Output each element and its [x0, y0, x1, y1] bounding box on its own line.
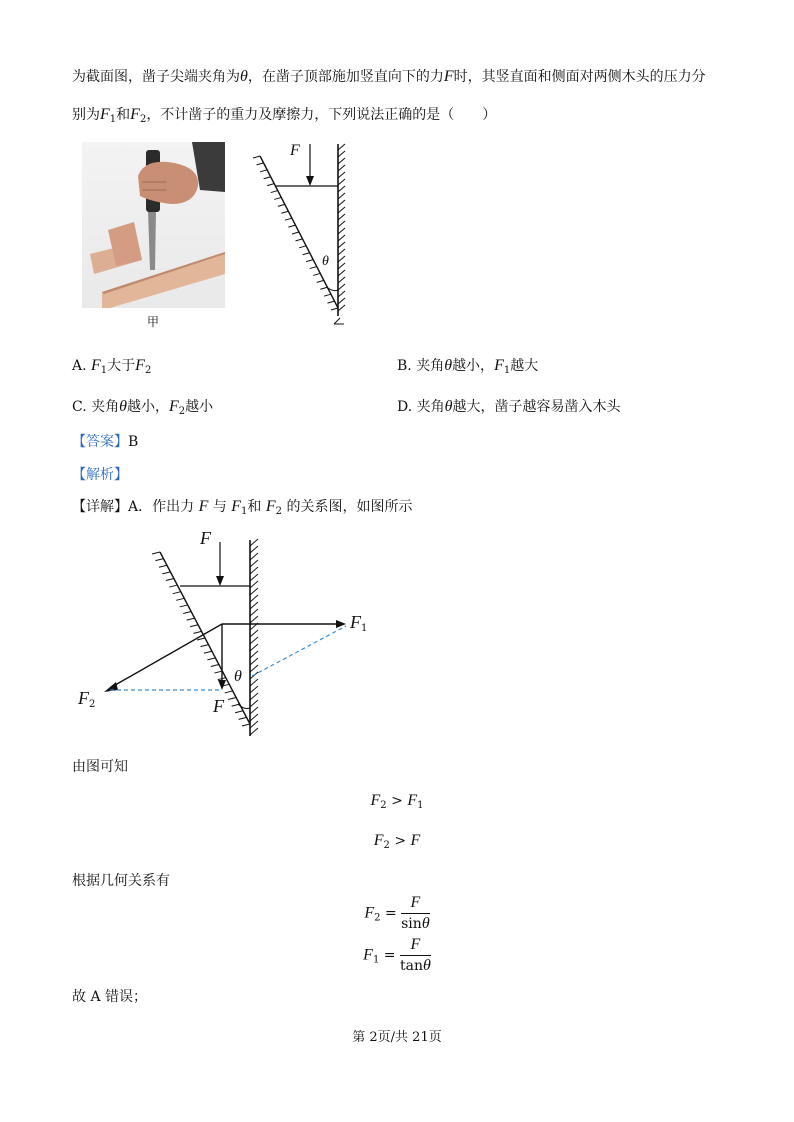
figure2-F2-label: $F_2$ [78, 688, 96, 710]
answer-line [72, 431, 138, 451]
question-line-2: 别为$F_1$和$F_2$，不计凿子的重力及摩擦力，下列说法正确的是（ ） [72, 106, 497, 125]
answer-value: B [128, 434, 139, 450]
equation-2: $F_2 > F$ [373, 832, 421, 851]
option-d: D. 夹角θ越大，凿子越容易凿入木头 [397, 398, 621, 415]
answer-label: 【答案】 [72, 434, 128, 450]
force-decomposition-diagram [90, 528, 390, 742]
figure1-force-label: F [290, 142, 300, 159]
analysis-label: 【解析】 [72, 467, 128, 483]
from-figure-text: 由图可知 [72, 759, 128, 775]
geometry-text: 根据几何关系有 [72, 873, 170, 889]
page-footer: 第 2页/共 21页 [352, 1030, 442, 1045]
chisel-cross-section-diagram [248, 140, 358, 330]
equation-3: $F_2$ = $\frac{F}{\sin\theta}$ [364, 894, 430, 932]
figure2-angle-label: θ [234, 668, 242, 685]
figure2-F1-label: $F_1$ [350, 612, 368, 634]
figure2-force-top: F [200, 528, 211, 548]
detail-label: 【详解】 [72, 499, 128, 515]
equation-1: $F_2 > F_1$ [370, 792, 424, 811]
figure2-force-bottom: F [213, 696, 224, 716]
chisel-photo-drawing [82, 142, 225, 308]
question-line-1: 为截面图，凿子尖端夹角为θ，在凿子顶部施加竖直向下的力F时，其竖直面和侧面对两侧木头的压力分 [72, 68, 706, 85]
chisel-photo [82, 142, 225, 308]
figure1-caption: 甲 [147, 315, 160, 329]
eq4-fraction: $\frac{F}{\tan\theta}$ [399, 936, 431, 974]
eq3-fraction: $\frac{F}{\sin\theta}$ [401, 894, 430, 932]
option-b: B. 夹角θ越小，$F_1$越大 [397, 357, 539, 376]
conclusion-text: 故 A 错误； [72, 989, 148, 1005]
detail-line: 【详解】A．作出力 F 与 $F_1$和 $F_2$ 的关系图，如图所示 [72, 498, 413, 517]
figure1-angle-label: θ [322, 254, 329, 269]
equation-4: $F_1$ = $\frac{F}{\tan\theta}$ [363, 936, 431, 974]
option-c: C. 夹角θ越小，$F_2$越小 [72, 398, 214, 417]
analysis-line [72, 464, 128, 484]
option-a: A. $F_1$大于$F_2$ [72, 357, 152, 376]
